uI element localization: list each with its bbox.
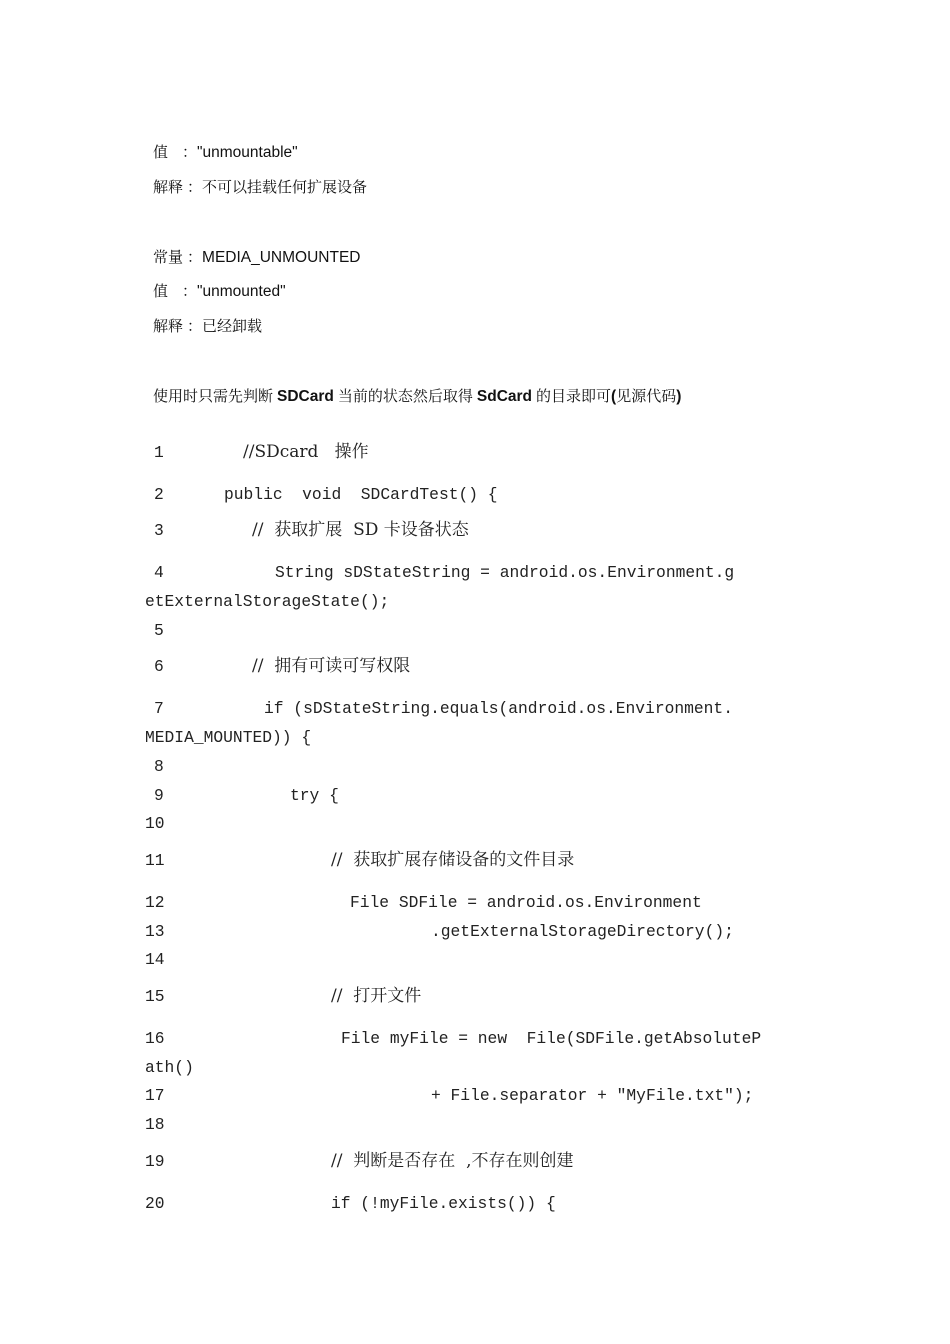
- intro-text-2: 当前的状态然后取得: [337, 387, 473, 405]
- value-text: "unmountable": [197, 144, 298, 161]
- explanation-row-unmounted: [145, 298, 262, 336]
- code-line-6: // 拥有可读可写权限: [252, 656, 411, 676]
- code-line-15: // 打开文件: [331, 986, 422, 1006]
- line-number: 13: [145, 922, 165, 941]
- line-number: 10: [145, 814, 165, 833]
- line-number: 2: [154, 485, 164, 504]
- line-number: 5: [154, 621, 164, 640]
- intro-paragraph: [145, 368, 681, 407]
- intro-bold-paren-close: ): [676, 388, 682, 405]
- code-line-9: try {: [290, 786, 339, 805]
- code-line-4b: etExternalStorageState();: [145, 592, 390, 611]
- colon: ：: [182, 282, 198, 300]
- code-line-2: public void SDCardTest() {: [224, 485, 498, 504]
- value-row-unmounted: [145, 263, 286, 302]
- line-number: 18: [145, 1115, 165, 1134]
- intro-text-3: 的目录即可: [536, 387, 612, 405]
- code-line-1: //SDcard 操作: [243, 442, 369, 462]
- line-number: 19: [145, 1152, 165, 1171]
- intro-bold-sdcard: SDCard: [277, 388, 334, 405]
- line-number: 20: [145, 1194, 165, 1213]
- line-number: 11: [145, 851, 165, 870]
- explanation-label: 解释: [153, 317, 184, 335]
- explanation-label: 解释: [153, 178, 184, 196]
- value-label: 值: [153, 143, 169, 161]
- line-number: 16: [145, 1029, 165, 1048]
- constant-label: 常量: [153, 248, 184, 266]
- code-line-3: // 获取扩展 SD 卡设备状态: [252, 520, 469, 540]
- colon: ：: [187, 178, 203, 196]
- explanation-text: 已经卸载: [202, 317, 263, 335]
- code-line-16a: File myFile = new File(SDFile.getAbsoluteP: [341, 1029, 762, 1048]
- line-number: 1: [154, 443, 164, 462]
- colon: ：: [187, 248, 203, 266]
- code-line-20: if (!myFile.exists()) {: [331, 1194, 556, 1213]
- line-number: 9: [154, 786, 164, 805]
- code-line-7b: MEDIA_MOUNTED)) {: [145, 728, 312, 747]
- line-number: 8: [154, 757, 164, 776]
- line-number: 7: [154, 699, 164, 718]
- value-row-unmountable: [145, 124, 298, 163]
- code-line-11: // 获取扩展存储设备的文件目录: [331, 850, 575, 870]
- code-line-12: File SDFile = android.os.Environment: [350, 893, 702, 912]
- intro-bold-sdcard-2: SdCard: [476, 388, 533, 405]
- line-number: 3: [154, 521, 164, 540]
- explanation-text: 不可以挂载任何扩展设备: [202, 178, 368, 196]
- line-number: 17: [145, 1086, 165, 1105]
- explanation-row-unmountable: [145, 159, 367, 197]
- value-text: "unmounted": [197, 283, 286, 300]
- constant-text: MEDIA_UNMOUNTED: [202, 249, 361, 266]
- line-number: 6: [154, 657, 164, 676]
- code-line-19: // 判断是否存在 ,不存在则创建: [331, 1151, 574, 1171]
- code-line-17: + File.separator + "MyFile.txt");: [431, 1086, 754, 1105]
- code-line-13: .getExternalStorageDirectory();: [431, 922, 734, 941]
- intro-bold-paren-open: (: [611, 388, 617, 405]
- line-number: 15: [145, 987, 165, 1006]
- line-number: 14: [145, 950, 165, 969]
- colon: ：: [182, 143, 198, 161]
- code-line-16b: ath(): [145, 1058, 194, 1077]
- code-line-4a: String sDStateString = android.os.Environment.g: [275, 563, 735, 582]
- line-number: 4: [154, 563, 164, 582]
- code-line-7a: if (sDStateString.equals(android.os.Environment.: [264, 699, 733, 718]
- intro-text-1: 使用时只需先判断: [153, 387, 274, 405]
- intro-text-4: 见源代码: [616, 387, 677, 405]
- line-number: 12: [145, 893, 165, 912]
- value-label: 值: [153, 282, 169, 300]
- colon: ：: [187, 317, 203, 335]
